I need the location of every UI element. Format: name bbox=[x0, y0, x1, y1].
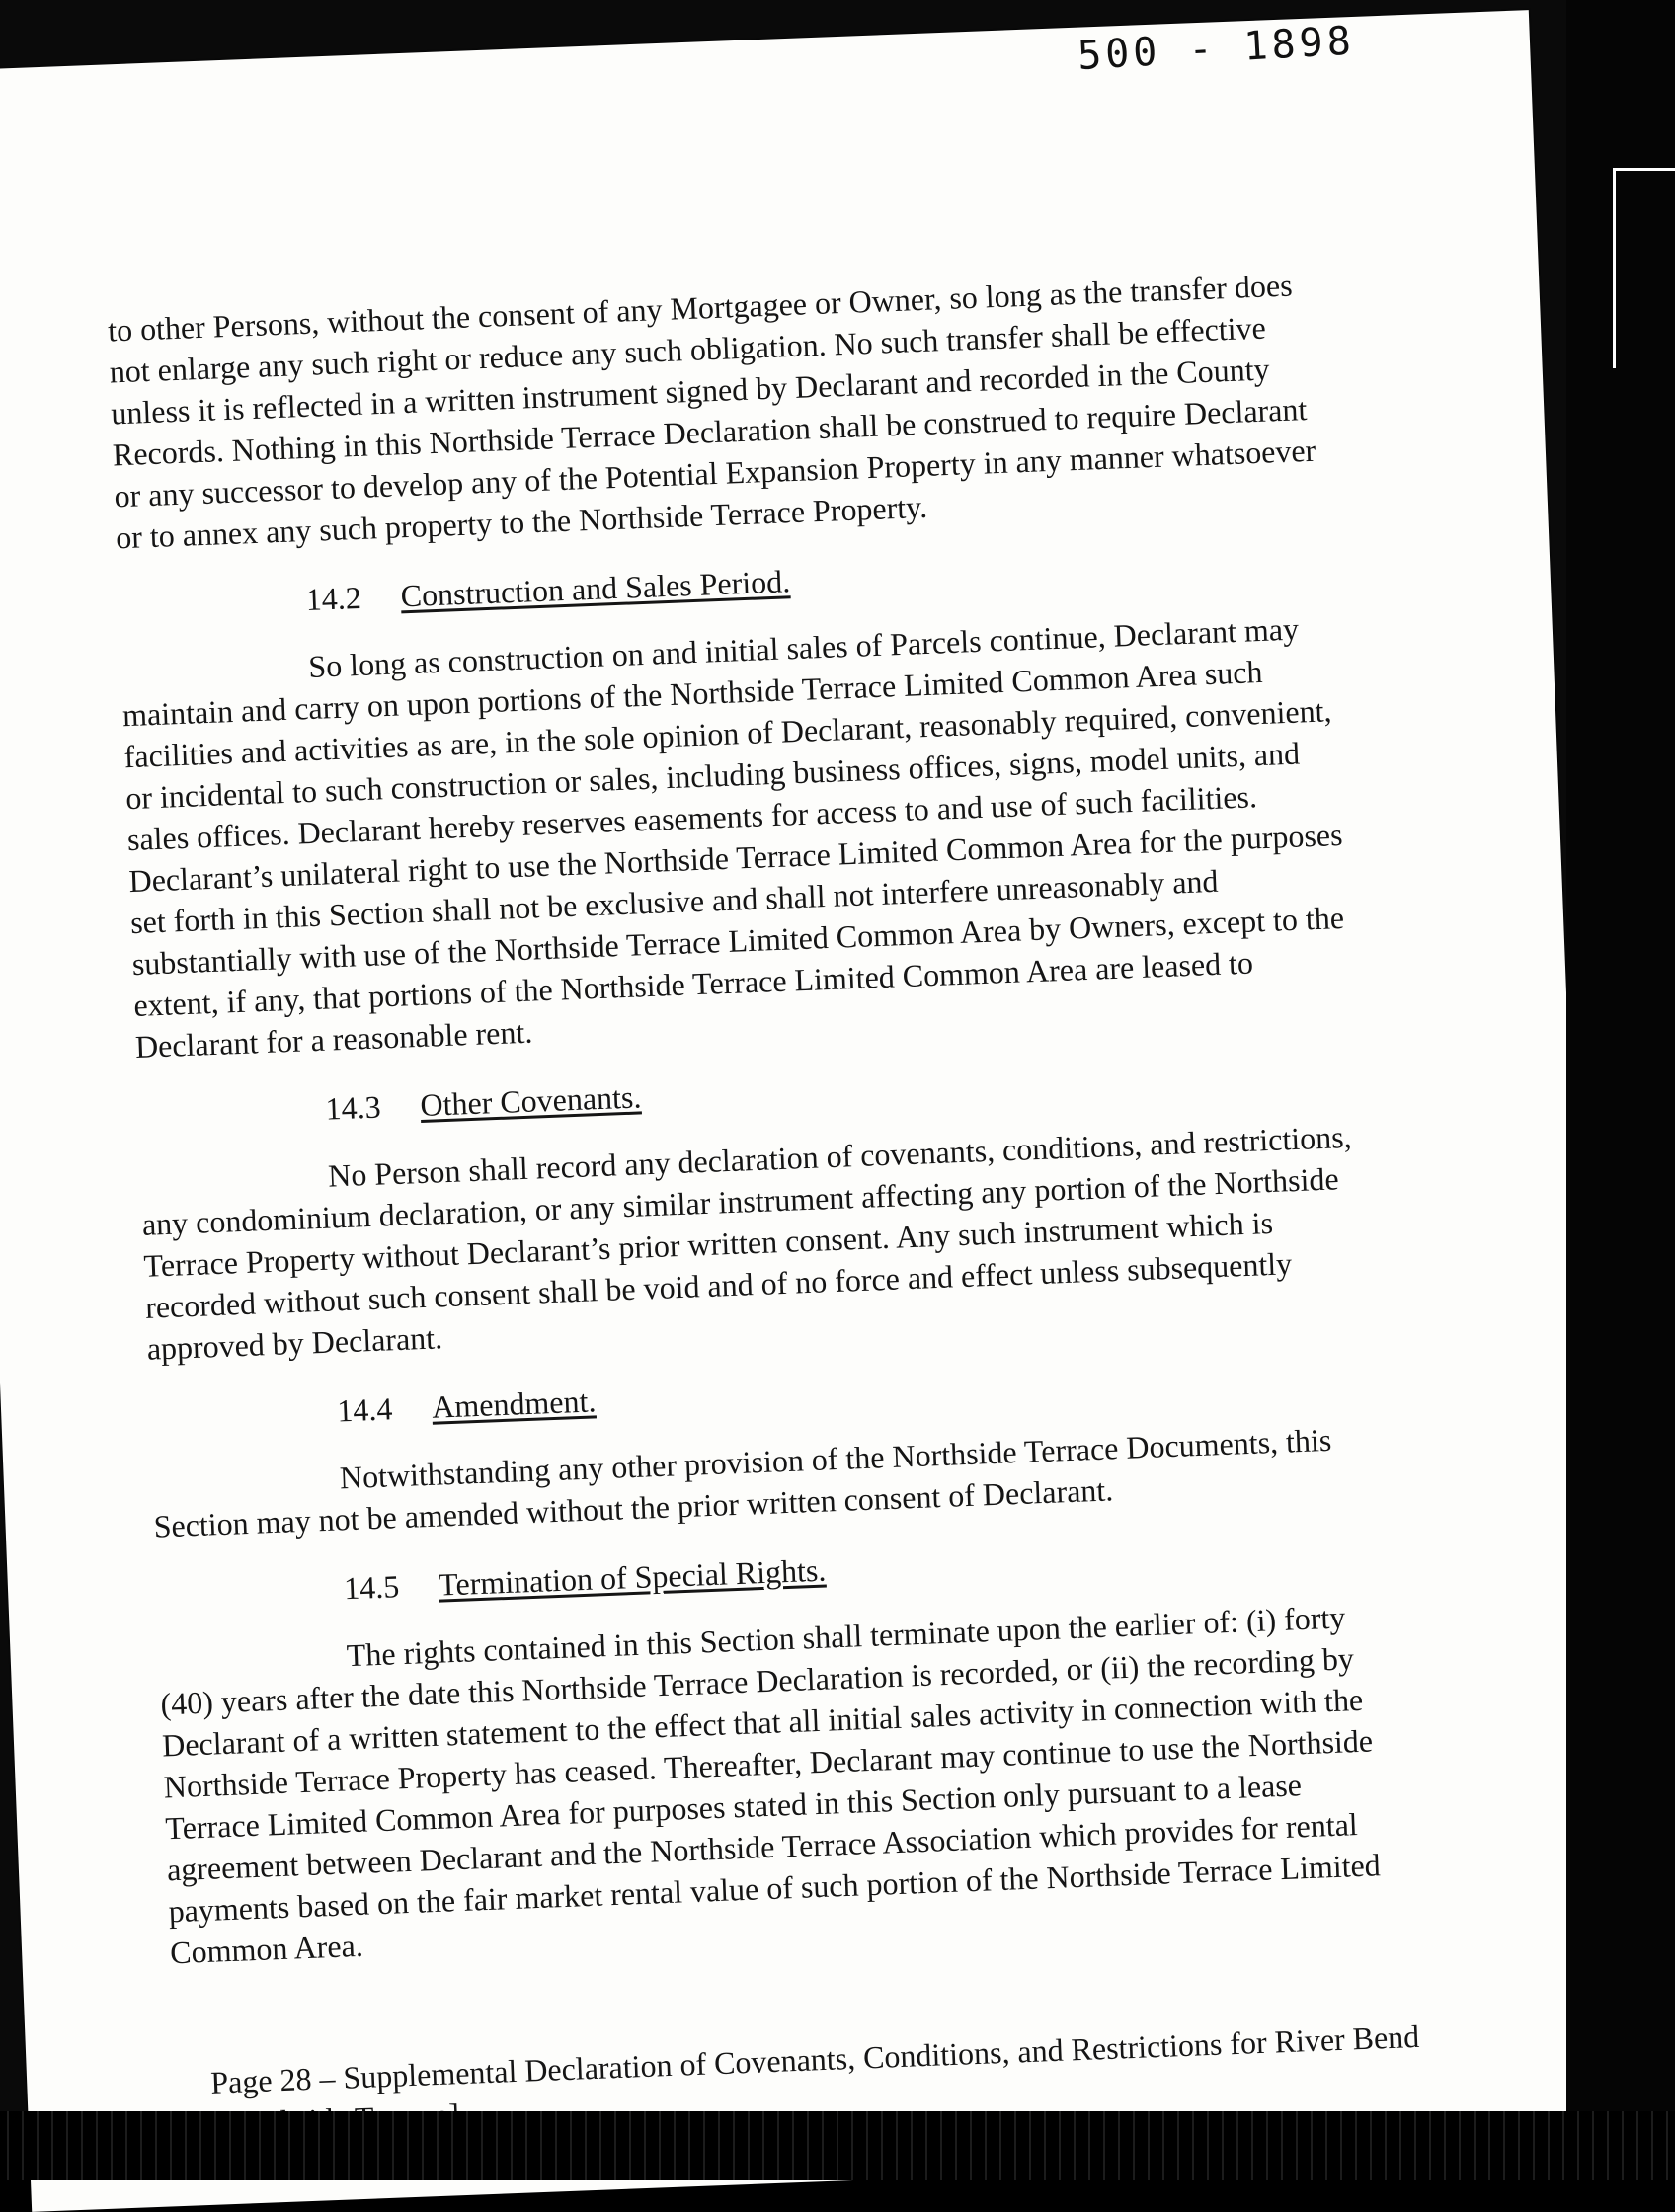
scan-bottom-noise bbox=[0, 2111, 1675, 2180]
section-number: 14.3 bbox=[324, 1088, 382, 1127]
opening-paragraph: to other Persons, without the consent of any Mortgagee or Owner, so long as the transfer does not enlarge any such right or reduce any such obligation. No such transfer shall be effective unless it is reflected in a written instrument signed by Declarant and recorded in the County Records. Nothing in this Northside Terrace Declaration shall be construed to require Declarant or any successor to develop any of the Potential Expansion Property in any manner whatsoever or to annex any such property to the Northside Terrace Property. bbox=[107, 267, 1316, 556]
section-body-14-3: No Person shall record any declaration of covenants, conditions, and restrictions, any condominium declaration, or any similar instrument affecting any portion of the Northside Terrace Property without Declarant’s prior written consent. Any such instrument which is recorded without such consent shall be void and of no force and effect unless subsequently approved by Declarant. bbox=[141, 1118, 1353, 1367]
section-body-14-2: So long as construction on and initial sales of Parcels continue, Declarant may maintain and carry on upon portions of the Northside Terrace Limited Common Area such facilities and activities as are, in the sole opinion of Declarant, reasonably required, convenient, or incidental to such construction or sales, including business offices, signs, model units, and sales offices. Declarant hereby reserves easements for access to and use of such facilities. Declarant’s unilateral right to use the Northside Terrace Limited Common Area for the purposes set forth in this Section shall not be exclusive and shall not interfere unreasonably and substantially with use of the Northside Terrace Limited Common Area by Owners, except to the extent, if any, that portions of the Northside Terrace Limited Common Area are leased to Declarant for a reasonable rent. bbox=[121, 610, 1345, 1066]
scan-edge-tab bbox=[1613, 168, 1675, 368]
scan-right-edge bbox=[1566, 0, 1675, 2180]
document-page bbox=[0, 10, 1611, 2212]
section-title: Amendment. bbox=[431, 1382, 598, 1425]
section-title: Other Covenants. bbox=[419, 1078, 642, 1123]
section-number: 14.5 bbox=[343, 1568, 400, 1607]
section-body-14-5: The rights contained in this Section shall terminate upon the earlier of: (i) forty (40) years after the date this Northside Terrace Declaration is recorded, or (ii) the recording by Declarant of a written statement to the effect that all initial sales activity in connection with the Northside Terrace Property has ceased. Thereafter, Declarant may continue to use the Northside Terrace Limited Common Area for purposes stated in this Section only pursuant to a lease agreement between Declarant and the Northside Terrace Association which provides for rental payments based on the fair market rental value of such portion of the Northside Terrace Limited Common Area. bbox=[159, 1599, 1382, 1971]
section-body-14-4: Notwithstanding any other provision of the Northside Terrace Documents, this Section may not be amended without the prior written consent of Declarant. bbox=[152, 1421, 1332, 1544]
recording-stamp: 500 - 1898 bbox=[1076, 18, 1356, 80]
section-number: 14.4 bbox=[336, 1390, 393, 1429]
section-number: 14.2 bbox=[305, 579, 362, 618]
page-body bbox=[107, 263, 1395, 1973]
footer-line-1: Page 28 – Supplemental Declaration of Covenants, Conditions, and Restrictions for River Bend bbox=[209, 2017, 1420, 2100]
section-title: Termination of Special Rights. bbox=[438, 1551, 827, 1603]
section-title: Construction and Sales Period. bbox=[400, 563, 791, 614]
